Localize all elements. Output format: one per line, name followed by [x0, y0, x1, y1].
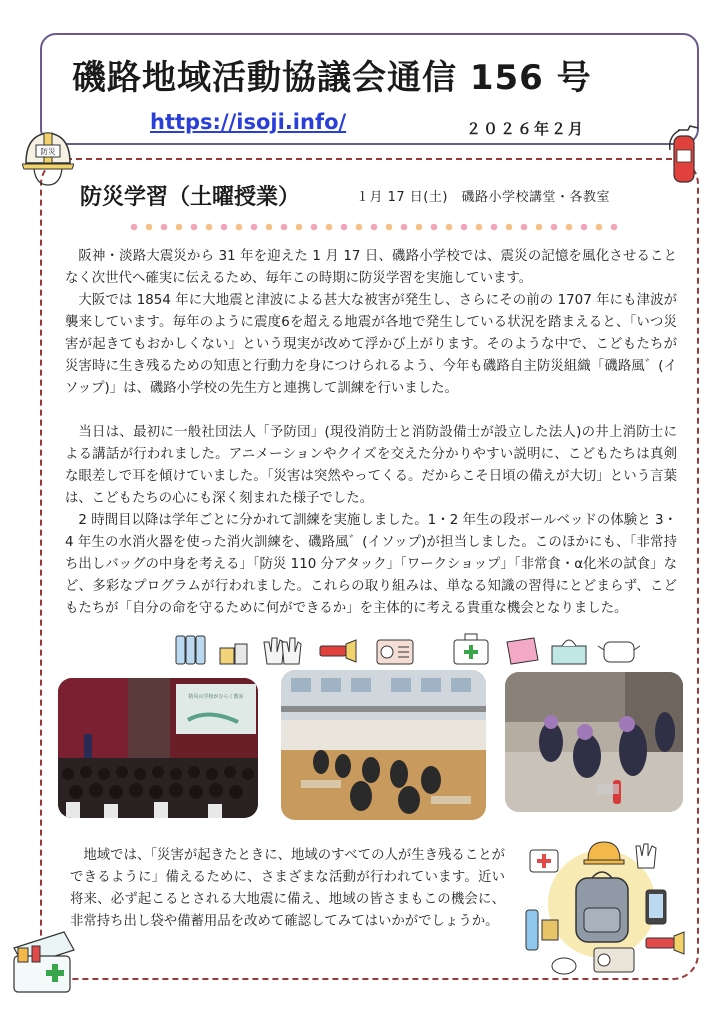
paragraph-text: 地域では、「災害が起きたときに、地域のすべての人が生き残ることができるように」備えるために、さまざまな活動が行われています。近い将来、必ず起こるとされる大地震に備え、地域の皆さまもこの機会に、非常持ち出し袋や備蓄用品を改めて確認してみてはいかがでしょうか。 — [70, 848, 505, 929]
canned-food-icon — [220, 644, 247, 664]
first-aid-kit-icon — [530, 850, 558, 872]
activity-paragraph — [65, 422, 677, 620]
divider-dot — [566, 224, 573, 231]
divider-dot — [536, 224, 543, 231]
wet-wipes-icon — [507, 638, 538, 664]
divider-dot — [506, 224, 513, 231]
divider-dot — [161, 224, 168, 231]
divider-dot — [521, 224, 528, 231]
helmet-icon — [22, 127, 74, 189]
divider-dot — [296, 224, 303, 231]
divider-dot — [386, 224, 393, 231]
divider-dot — [581, 224, 588, 231]
flashlight-icon — [320, 640, 356, 662]
water-bottles-icon — [176, 636, 205, 664]
face-mask-icon — [598, 642, 640, 662]
fire-extinguisher-drill-photo — [505, 672, 683, 812]
helmet-label: 防災 — [40, 147, 56, 156]
gymnasium-training-photo — [281, 670, 486, 820]
fire-extinguisher-icon — [662, 122, 702, 186]
first-aid-box-icon — [8, 928, 80, 996]
divider-dot — [191, 224, 198, 231]
section-title: 防災学習（土曜授業） — [80, 185, 301, 210]
divider-dot — [476, 224, 483, 231]
canned-food-icon — [542, 920, 558, 940]
newsletter-title: 磯路地域活動協議会通信 156 号 — [72, 58, 592, 98]
radio-icon — [377, 640, 413, 664]
divider-dot — [416, 224, 423, 231]
phone-icon — [646, 890, 666, 924]
divider-dot — [206, 224, 213, 231]
divider-dot — [596, 224, 603, 231]
dotted-divider — [128, 222, 618, 232]
website-link[interactable]: https://isoji.info/ — [150, 110, 347, 134]
divider-dot — [431, 224, 438, 231]
divider-dot — [446, 224, 453, 231]
paragraph-text: 大阪では 1854 年に大地震と津波による甚大な被害が発生し、さらにその前の 1707 年にも津波が襲来しています。毎年のように震度6を超える地震が各地で発生している状況を踏まえると、「いつ災害が起きてもおかしくない」という現実が改めて浮かび上がります。そのような中で、こどもたちが災害時に生き残るための知恵と行動力を身につけられるよう、今年も磯路自主防災組織「磯路風゛(イソップ)」は、磯路小学校の先生方と連携して訓練を行いました。 — [65, 293, 677, 396]
divider-dot — [401, 224, 408, 231]
helmet-icon — [584, 842, 624, 864]
intro-paragraph — [65, 246, 677, 400]
projected-slide-text: 防災の学校がひらく教室 — [188, 694, 244, 700]
divider-dot — [551, 224, 558, 231]
closing-paragraph — [70, 845, 505, 933]
divider-dot — [221, 224, 228, 231]
divider-dot — [356, 224, 363, 231]
paragraph-text: 2 時間目以降は学年ごとに分かれて訓練を実施しました。1・2 年生の段ボールベッドの体験と 3・4 年生の水消火器を使った消火訓練を、磯路風゛(イソップ)が担当しました。このほかにも、「非常持ち出しバッグの中身を考える」「防災 110 分アタック」「ワークショップ」「非常食・α化米の試食」など、多彩なプログラムが行われました。これらの取り組みは、単なる知識の習得にとどまらず、こどもたちが「自分の命を守るために何ができるか」を主体的に考える貴重な機会となりました。 — [65, 513, 677, 616]
lecture-photo — [58, 678, 258, 818]
divider-dot — [131, 224, 138, 231]
gloves-icon — [636, 844, 656, 868]
backpack-icon — [576, 872, 628, 942]
divider-dot — [326, 224, 333, 231]
divider-dot — [176, 224, 183, 231]
flashlight-icon — [646, 932, 684, 954]
gloves-icon — [264, 638, 301, 664]
divider-dot — [611, 224, 618, 231]
emergency-bag-illustration — [520, 838, 690, 978]
divider-dot — [461, 224, 468, 231]
emergency-supplies-icons — [172, 628, 672, 668]
radio-icon — [594, 948, 634, 972]
divider-dot — [281, 224, 288, 231]
tissue-box-icon — [552, 640, 586, 664]
divider-dot — [146, 224, 153, 231]
paragraph-text: 当日は、最初に一般社団法人「予防団」(現役消防士と消防設備士が設立した法人)の井上消防士による講話が行われました。アニメーションやクイズを交えた分かりやすい説明に、こどもたちは真剣な眼差しで耳を傾けていました。「災害は突然やってくる。だからこそ日頃の備えが大切」という言葉は、こどもたちの心にも深く刻まれた様子でした。 — [65, 425, 677, 506]
divider-dot — [251, 224, 258, 231]
first-aid-case-icon — [454, 634, 488, 664]
paragraph-text: 阪神・淡路大震災から 31 年を迎えた 1 月 17 日、磯路小学校では、震災の記憶を風化させることなく次世代へ確実に伝えるため、毎年この時期に防災学習を実施しています。 — [65, 249, 677, 286]
tissue-roll-icon — [552, 958, 576, 974]
issue-date: ２０２６年２月 — [466, 120, 586, 138]
divider-dot — [371, 224, 378, 231]
section-event-info: １月 17 日(土) 磯路小学校講堂・各教室 — [356, 190, 610, 205]
divider-dot — [341, 224, 348, 231]
divider-dot — [266, 224, 273, 231]
divider-dot — [236, 224, 243, 231]
divider-dot — [311, 224, 318, 231]
water-bottle-icon — [526, 910, 538, 950]
divider-dot — [491, 224, 498, 231]
